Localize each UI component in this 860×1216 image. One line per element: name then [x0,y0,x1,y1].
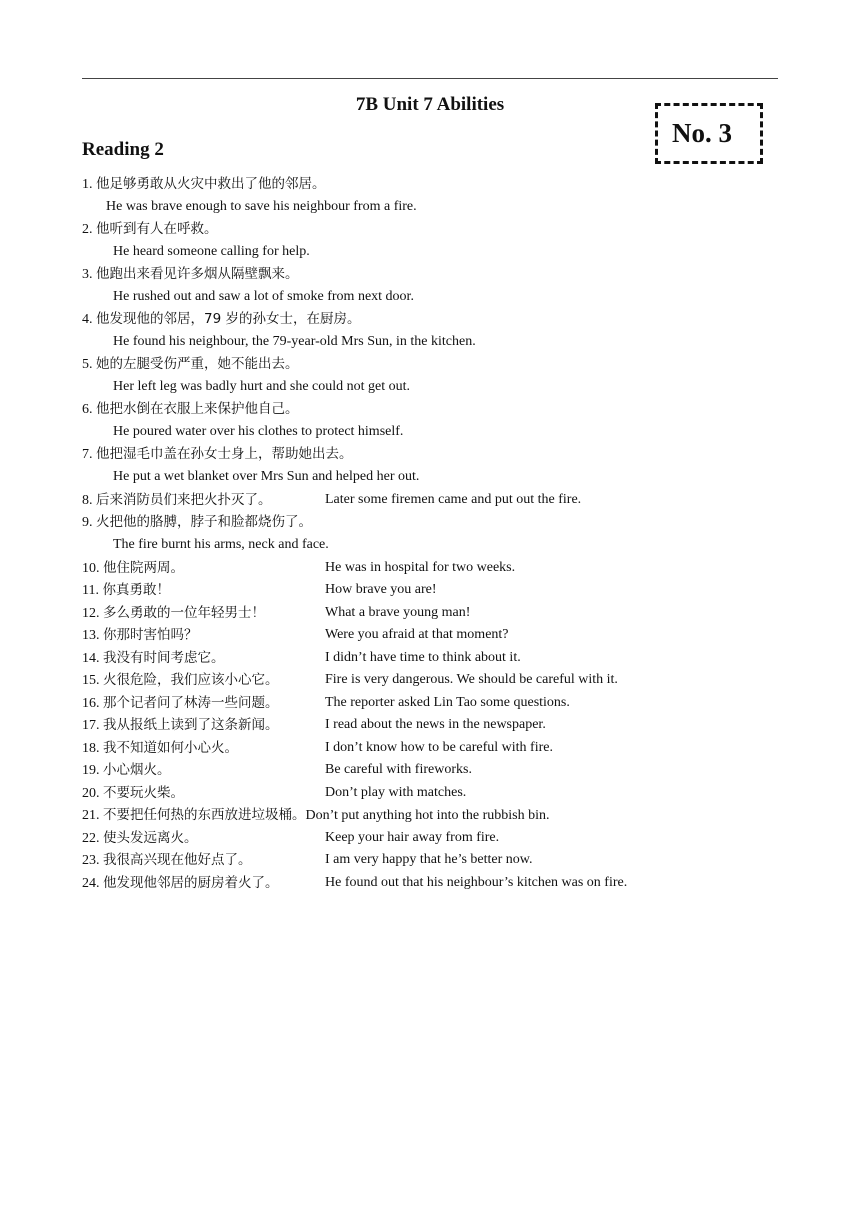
item-number: 13. [82,628,100,643]
item-english: He heard someone calling for help. [113,244,310,259]
item-english: He found out that his neighbour’s kitchen was on fire. [325,875,628,890]
item-number: 24. [82,876,100,891]
list-item [82,400,299,419]
item-number: 23. [82,853,100,868]
item-english: Keep your hair away from fire. [325,830,500,845]
item-english: Be careful with fireworks. [325,762,472,777]
item-number: 6. [82,402,93,417]
list-item [82,310,360,329]
list-item [82,355,299,374]
section-heading: Reading 2 [82,139,164,160]
item-number: 10. [82,561,100,576]
item-english: I read about the news in the newspaper. [325,717,546,732]
item-number: 8. [82,493,93,508]
item-chinese: 他跑出来看见许多烟从隔壁飘来。 [96,266,299,282]
list-item [82,694,279,713]
list-item [82,806,549,825]
list-item [82,265,299,284]
item-number: 20. [82,786,100,801]
item-chinese: 不要玩火柴。 [103,785,184,801]
item-number: 17. [82,718,100,733]
item-english: I am very happy that he’s better now. [325,852,533,867]
item-english: He put a wet blanket over Mrs Sun and helped her out. [113,469,420,484]
item-chinese: 他住院两周。 [103,560,184,576]
item-chinese: 他发现他的邻居，79 岁的孙女士，在厨房。 [96,311,361,327]
item-chinese: 你那时害怕吗？ [103,627,198,643]
item-english: He found his neighbour, the 79-year-old Mrs Sun, in the kitchen. [113,334,476,349]
item-chinese: 使头发远离火。 [103,830,198,846]
item-chinese: 她的左腿受伤严重，她不能出去。 [96,356,299,372]
item-english: Don’t put anything hot into the rubbish bin. [305,808,550,823]
item-english: He rushed out and saw a lot of smoke from next door. [113,289,414,304]
item-number: 19. [82,763,100,778]
item-chinese: 小心烟火。 [103,762,171,778]
item-number: 22. [82,831,100,846]
list-item [82,581,170,600]
item-number: 1. [82,177,93,192]
item-chinese: 我从报纸上读到了这条新闻。 [103,717,279,733]
item-number: 2. [82,222,93,237]
item-english: Her left leg was badly hurt and she could not get out. [113,379,411,394]
list-item [82,649,225,668]
item-chinese: 我很高兴现在他好点了。 [103,852,252,868]
item-number: 16. [82,696,100,711]
list-item [82,671,279,690]
item-number: 9. [82,515,93,530]
item-number: 3. [82,267,93,282]
item-chinese: 你真勇敢！ [102,582,170,598]
list-item [82,874,279,893]
item-number: 14. [82,651,100,666]
item-chinese: 他发现他邻居的厨房着火了。 [103,875,279,891]
item-chinese: 多么勇敢的一位年轻男士！ [103,605,265,621]
item-chinese: 我不知道如何小心火。 [103,740,238,756]
list-item [82,491,272,510]
item-number: 4. [82,312,93,327]
item-english: Later some firemen came and put out the fire. [325,492,582,507]
top-rule [82,78,778,79]
item-number: 7. [82,447,93,462]
item-chinese: 我没有时间考虑它。 [103,650,225,666]
page-title: 7B Unit 7 Abilities [355,94,505,115]
list-item [82,784,184,803]
list-item [82,513,312,532]
list-item [82,604,265,623]
number-box: No. 3 [655,103,763,164]
item-english: What a brave young man! [325,605,471,620]
list-item [82,445,353,464]
item-chinese: 火很危险，我们应该小心它。 [103,672,279,688]
item-number: 15. [82,673,100,688]
list-item [82,829,198,848]
list-item [82,851,252,870]
list-item [82,220,218,239]
item-chinese: 他把水倒在衣服上来保护他自己。 [96,401,299,417]
item-chinese: 不要把任何热的东西放进垃圾桶。 [103,807,306,823]
item-english: He was brave enough to save his neighbour from a fire. [106,199,417,214]
item-chinese: 那个记者问了林涛一些问题。 [103,695,279,711]
list-item [82,739,238,758]
item-english: I don’t know how to be careful with fire. [325,740,553,755]
item-english: Were you afraid at that moment? [325,627,509,642]
item-english: He poured water over his clothes to protect himself. [113,424,404,439]
list-item [82,626,198,645]
item-english: Don’t play with matches. [325,785,467,800]
item-chinese: 他听到有人在呼救。 [96,221,218,237]
item-english: How brave you are! [325,582,437,597]
item-number: 11. [82,583,99,598]
item-chinese: 他把湿毛巾盖在孙女士身上，帮助她出去。 [96,446,353,462]
list-item [82,559,184,578]
item-english: The fire burnt his arms, neck and face. [113,537,329,552]
item-english: He was in hospital for two weeks. [325,560,516,575]
item-number: 5. [82,357,93,372]
list-item [82,175,326,194]
item-english: I didn’t have time to think about it. [325,650,521,665]
item-number: 21. [82,808,100,823]
item-number: 12. [82,606,100,621]
item-chinese: 火把他的胳膊，脖子和脸都烧伤了。 [96,514,312,530]
list-item [82,761,171,780]
item-chinese: 他足够勇敢从火灾中救出了他的邻居。 [96,176,326,192]
item-number: 18. [82,741,100,756]
item-chinese: 后来消防员们来把火扑灭了。 [96,492,272,508]
item-english: Fire is very dangerous. We should be careful with it. [325,672,618,687]
item-english: The reporter asked Lin Tao some questions. [325,695,570,710]
list-item [82,716,279,735]
